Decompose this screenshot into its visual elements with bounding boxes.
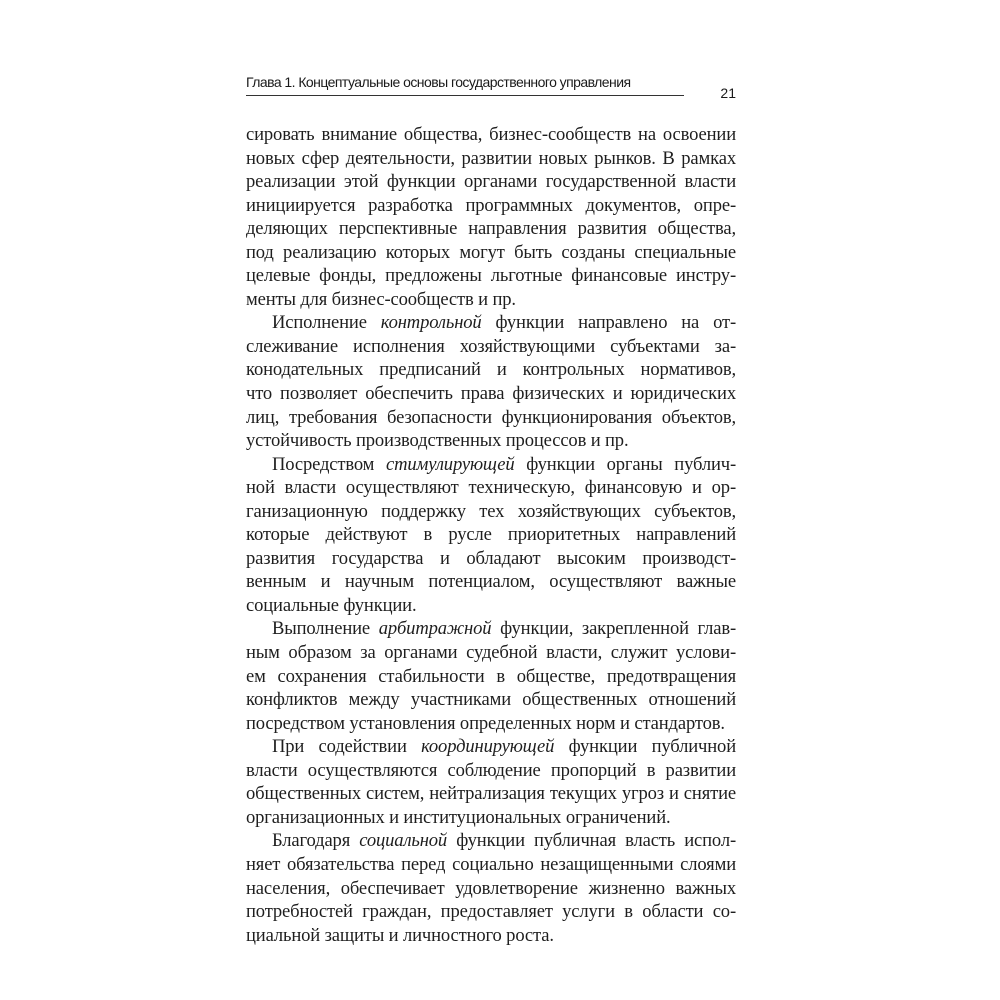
text-line: ным образом за органами судебной власти, служит услови- [246, 642, 736, 664]
text-line: под реализацию которых могут быть созданы специальные [246, 241, 736, 263]
text-line: Исполнение контрольной функции направлено на от- [272, 312, 736, 334]
text-line: реализации этой функции органами государственной власти [246, 171, 736, 193]
text-line: власти осуществляются соблюдение пропорций в развитии [246, 759, 736, 781]
emphasized-term: социальной [359, 830, 448, 852]
paragraph [246, 453, 736, 618]
text-line: развития государства и обладают высоким производст- [246, 547, 736, 569]
paragraph [246, 311, 736, 452]
text-line: конфликтов между участниками общественных отношений [246, 689, 736, 711]
text-line: инициируется разработка программных документов, опре- [246, 194, 736, 216]
text-line: слеживание исполнения хозяйствующими субъектами за- [246, 335, 736, 357]
text-line: устойчивость производственных процессов и пр. [246, 430, 629, 452]
text-line: новых сфер деятельности, развитии новых рынков. В рамках [246, 147, 736, 169]
running-head-title: Глава 1. Концептуальные основы государственного управления [246, 74, 631, 90]
text-line: социальные функции. [246, 594, 417, 616]
text-line: что позволяет обеспечить права физических и юридических [246, 383, 736, 405]
text-line: общественных систем, нейтрализация текущих угроз и снятие [246, 783, 736, 805]
paragraph [246, 123, 736, 311]
text-line: Выполнение арбитражной функции, закрепленной глав- [272, 618, 736, 640]
text-line: конодательных предписаний и контрольных нормативов, [246, 359, 736, 381]
body-text [246, 123, 736, 947]
text-line: При содействии координирующей функции публичной [272, 736, 736, 758]
text-line: целевые фонды, предложены льготные финансовые инстру- [246, 265, 736, 287]
paragraph [246, 829, 736, 947]
text-line: потребностей граждан, предоставляет услуги в области со- [246, 901, 736, 923]
text-line: няет обязательства перед социально незащищенными слоями [246, 853, 736, 875]
text-line: посредством установления определенных норм и стандартов. [246, 712, 725, 734]
text-line: ем сохранения стабильности в обществе, предотвращения [246, 665, 736, 687]
emphasized-term: координирующей [421, 736, 555, 758]
text-line: деляющих перспективные направления развития общества, [246, 218, 736, 240]
text-line: лиц, требования безопасности функционирования объектов, [246, 406, 736, 428]
emphasized-term: стимулирующей [386, 453, 515, 475]
header-rule [246, 95, 684, 96]
text-line: менты для бизнес-сообществ и пр. [246, 288, 516, 310]
page-number: 21 [720, 85, 736, 101]
paragraph [246, 617, 736, 735]
paragraph [246, 735, 736, 829]
text-line: которые действуют в русле приоритетных направлений [246, 524, 736, 546]
emphasized-term: арбитражной [378, 618, 492, 640]
text-line: циальной защиты и личностного роста. [246, 924, 554, 946]
text-line: ной власти осуществляют техническую, финансовую и ор- [246, 477, 736, 499]
text-line: организационных и институциональных ограничений. [246, 806, 671, 828]
text-line: ганизационную поддержку тех хозяйствующих субъектов, [246, 500, 736, 522]
emphasized-term: контрольной [380, 312, 482, 334]
text-line: Благодаря социальной функции публичная власть испол- [272, 830, 736, 852]
text-line: населения, обеспечивает удовлетворение жизненно важных [246, 877, 736, 899]
text-line: венным и научным потенциалом, осуществляют важные [246, 571, 736, 593]
text-line: сировать внимание общества, бизнес-сообществ на освоении [246, 124, 736, 145]
text-line: Посредством стимулирующей функции органы публич- [272, 453, 737, 475]
